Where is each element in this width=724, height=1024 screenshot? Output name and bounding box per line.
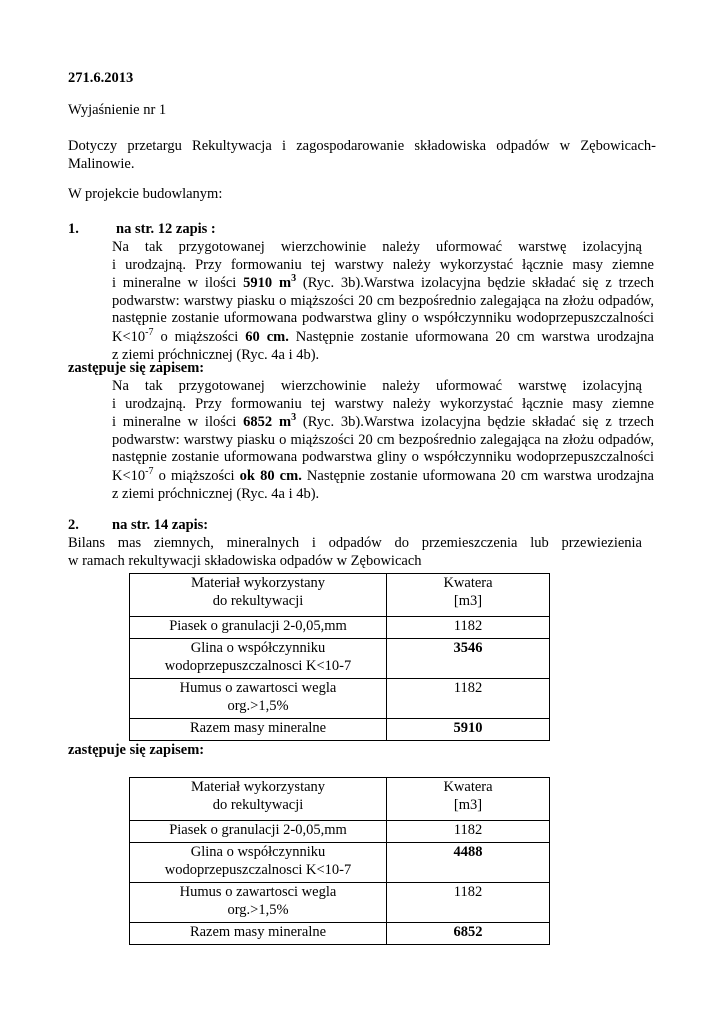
section-intro: W projekcie budowlanym: [68, 186, 223, 202]
material-cell [130, 617, 387, 639]
cell-value: 4488 [453, 844, 483, 860]
text-fragment: K<10 [112, 328, 146, 345]
text-line: Na tak przygotowanej wierzchowinie należy uformować warstwę izolacyjną [112, 239, 642, 255]
subject-line: Malinowie. [68, 155, 135, 172]
subject-line: Dotyczy przetargu Rekultywacja i zagospodarowanie składowiska odpadów w Zębowicach- [68, 138, 656, 154]
cell-value: 6852 [453, 924, 483, 940]
text-fragment: o miąższości [153, 328, 246, 345]
quantity-cell [387, 719, 550, 741]
header-text: [m3] [453, 592, 483, 609]
replace-label: zastępuje się zapisem: [68, 742, 205, 758]
material-cell [130, 843, 387, 883]
material-cell [130, 923, 387, 945]
material-cell [130, 883, 387, 923]
cell-text: wodoprzepuszczalnosci K<10-7 [164, 657, 352, 674]
item-number: 2. [68, 517, 79, 533]
header-text: Materiał wykorzystany [190, 779, 326, 795]
cell-value: 1182 [453, 884, 483, 900]
materials-table-replacement [129, 777, 550, 945]
cell-text: Glina o współczynniku [190, 640, 326, 656]
cell-text: Razem masy mineralne [189, 924, 327, 940]
amount-bold: 5910 m [243, 275, 292, 292]
cell-text: org.>1,5% [227, 901, 289, 918]
cell-text: org.>1,5% [227, 697, 289, 714]
cell-value: 1182 [453, 680, 483, 696]
amount-bold: 6852 m [243, 414, 292, 431]
text-line: z ziemi próchnicznej (Ryc. 4a i 4b). [112, 346, 320, 363]
header-text: Kwatera [443, 575, 493, 591]
materials-table-original [129, 573, 550, 741]
quantity-cell [387, 679, 550, 719]
text-fragment: i mineralne w ilości [112, 275, 244, 292]
text-line: i urodzajną. Przy formowaniu tej warstwy należy wykorzystać łącznie masy ziemne [112, 256, 654, 273]
text-line: Na tak przygotowanej wierzchowinie należy uformować warstwę izolacyjną [112, 378, 642, 394]
item-heading: na str. 12 zapis : [116, 221, 216, 237]
item-heading: na str. 14 zapis: [112, 517, 209, 533]
column-header-material [130, 574, 387, 617]
cell-value: 5910 [453, 720, 483, 736]
quantity-cell [387, 639, 550, 679]
cell-text: Piasek o granulacji 2-0,05,mm [169, 822, 347, 838]
header-text: [m3] [453, 796, 483, 813]
table-row [130, 821, 550, 843]
quantity-cell [387, 883, 550, 923]
header-text: Materiał wykorzystany [190, 575, 326, 591]
text-fragment: Następnie zostanie uformowana 20 cm warstwa urodzajna [301, 467, 654, 484]
table-header-row [130, 574, 550, 617]
material-cell [130, 639, 387, 679]
text-line: następnie zostanie uformowana podwarstwa gliny o współczynniku wodoprzepuszczalności [112, 449, 654, 466]
table-row [130, 617, 550, 639]
replace-label: zastępuje się zapisem: [68, 360, 205, 376]
column-header-quantity [387, 778, 550, 821]
superscript: 3 [291, 412, 297, 424]
superscript: 3 [291, 273, 297, 285]
text-fragment: K<10 [112, 467, 146, 484]
text-line: z ziemi próchnicznej (Ryc. 4a i 4b). [112, 485, 320, 502]
text-line: i urodzajną. Przy formowaniu tej warstwy należy wykorzystać łącznie masy ziemne [112, 395, 654, 412]
text-line [112, 275, 654, 293]
balance-intro [68, 535, 642, 570]
quantity-cell [387, 821, 550, 843]
text-fragment: i mineralne w ilości [112, 414, 244, 431]
column-header-quantity [387, 574, 550, 617]
table-row [130, 679, 550, 719]
quantity-cell [387, 923, 550, 945]
text-line: w ramach rekultywacji składowiska odpadów w Zębowicach [68, 552, 422, 569]
material-cell [130, 679, 387, 719]
text-line [112, 326, 654, 347]
cell-text: Humus o zawartosci wegla [179, 884, 337, 900]
header-text: do rekultywacji [212, 796, 304, 813]
cell-text: wodoprzepuszczalnosci K<10-7 [164, 861, 352, 878]
cell-value: 1182 [453, 618, 483, 634]
table-header-row [130, 778, 550, 821]
document-title: Wyjaśnienie nr 1 [68, 102, 167, 118]
header-text: do rekultywacji [212, 592, 304, 609]
cell-text: Razem masy mineralne [189, 720, 327, 736]
table-total-row [130, 719, 550, 741]
replacement-text-block [112, 378, 654, 503]
table-row [130, 639, 550, 679]
reference-number: 271.6.2013 [68, 70, 134, 86]
text-fragment: o miąższości [153, 467, 240, 484]
text-fragment: Następnie zostanie uformowana 20 cm warstwa urodzajna [288, 328, 654, 345]
table-total-row [130, 923, 550, 945]
column-header-material [130, 778, 387, 821]
text-line: podwarstw: warstwy piasku o miąższości 20 cm bezpośrednio zalegająca na złożu odpadów, [112, 292, 654, 309]
cell-value: 3546 [453, 640, 483, 656]
superscript: -7 [145, 465, 154, 477]
text-line [112, 465, 654, 486]
text-line: podwarstw: warstwy piasku o miąższości 20 cm bezpośrednio zalegająca na złożu odpadów, [112, 431, 654, 448]
thickness-bold: 60 cm. [245, 328, 289, 345]
quantity-cell [387, 617, 550, 639]
item-number: 1. [68, 221, 79, 237]
text-line: następnie zostanie uformowana podwarstwa gliny o współczynniku wodoprzepuszczalności [112, 310, 654, 327]
text-fragment: (Ryc. 3b).Warstwa izolacyjna będzie składać się z trzech [296, 414, 654, 431]
cell-text: Glina o współczynniku [190, 844, 326, 860]
cell-text: Humus o zawartosci wegla [179, 680, 337, 696]
cell-value: 1182 [453, 822, 483, 838]
material-cell [130, 821, 387, 843]
material-cell [130, 719, 387, 741]
text-line [112, 414, 654, 432]
table-row [130, 883, 550, 923]
subject-paragraph [68, 138, 656, 173]
original-text-block [112, 239, 654, 364]
header-text: Kwatera [443, 779, 493, 795]
text-line: Bilans mas ziemnych, mineralnych i odpadów do przemieszczenia lub przewiezienia [68, 535, 642, 551]
text-fragment: (Ryc. 3b).Warstwa izolacyjna będzie składać się z trzech [296, 275, 654, 292]
table-row [130, 843, 550, 883]
superscript: -7 [145, 326, 154, 338]
cell-text: Piasek o granulacji 2-0,05,mm [169, 618, 347, 634]
quantity-cell [387, 843, 550, 883]
thickness-bold: ok 80 cm. [239, 467, 302, 484]
